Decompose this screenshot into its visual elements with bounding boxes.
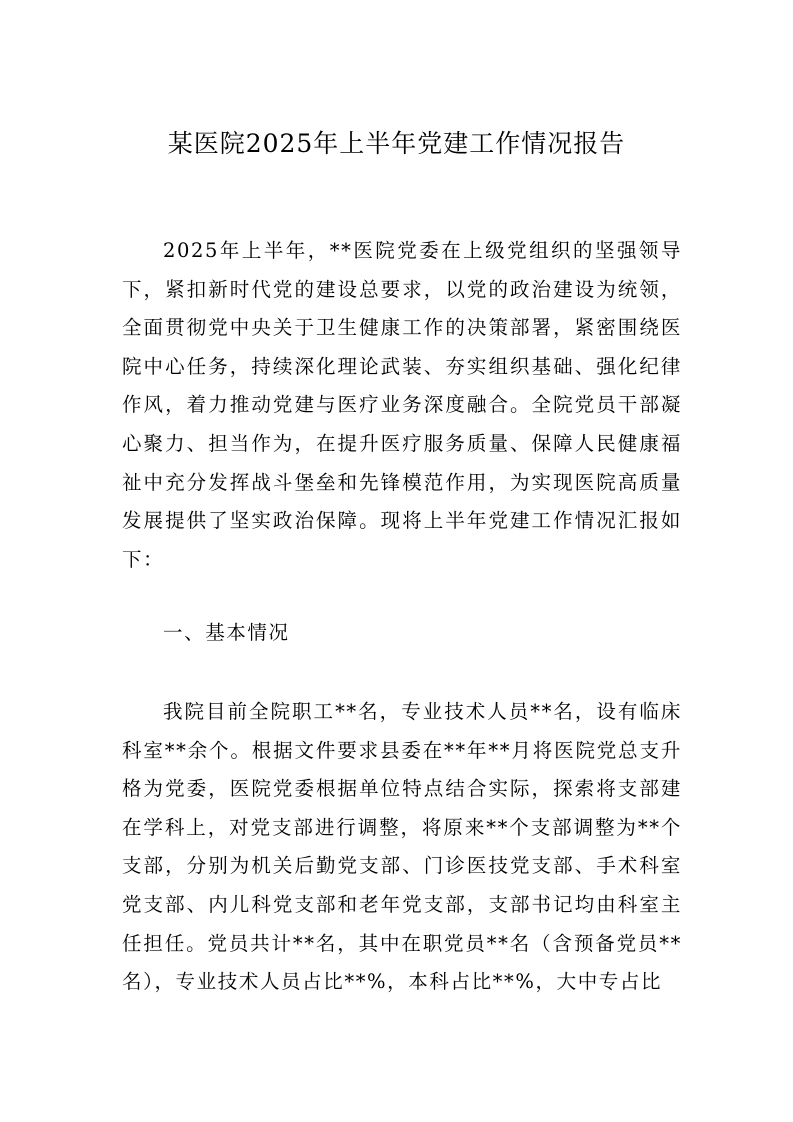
intro-paragraph: 2025年上半年，**医院党委在上级党组织的坚强领导下，紧扣新时代党的建设总要求，以党的政治建设为统领，全面贯彻党中央关于卫生健康工作的决策部署，紧密围绕医院中心任务，持续深化理论武装、夯实组织基础、强化纪律作风，着力推动党建与医疗业务深度融合。全院党员干部凝心聚力、担当作为，在提升医疗服务质量、保障人民健康福祉中充分发挥战斗堡垒和先锋模范作用，为实现医院高质量发展提供了坚实政治保障。现将上半年党建工作情况汇报如下： xyxy=(122,239,682,571)
section-paragraph: 我院目前全院职工**名，专业技术人员**名，设有临床科室**余个。根据文件要求县委在**年**月将医院党总支升格为党委，医院党委根据单位特点结合实际，探索将支部建在学科上，对党支部进行调整，将原来**个支部调整为**个支部，分别为机关后勤党支部、门诊医技党支部、手术科室党支部、内儿科党支部和老年党支部，支部书记均由科室主任担任。党员共计**名，其中在职党员**名（含预备党员**名），专业技术人员占比**%，本科占比**%，大中专占比 xyxy=(122,700,682,994)
section-heading: 一、基本情况 xyxy=(163,621,290,644)
document-title: 某医院2025年上半年党建工作情况报告 xyxy=(167,129,626,158)
